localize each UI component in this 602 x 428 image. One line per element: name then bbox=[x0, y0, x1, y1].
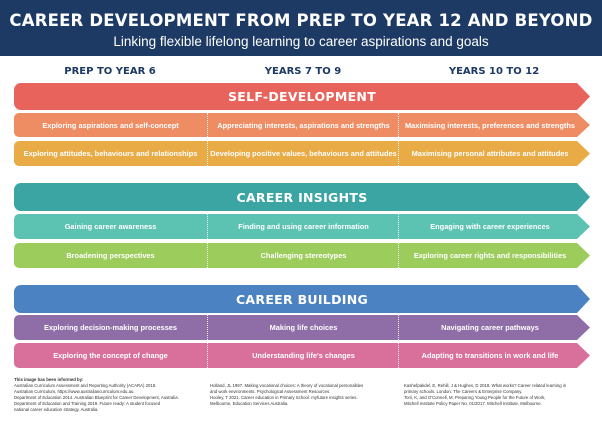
section-title: CAREER INSIGHTS bbox=[236, 189, 368, 205]
reference-line: and work environments. Psychological Assessment Resources. bbox=[210, 389, 331, 395]
row-cell: Broadening perspectives bbox=[66, 251, 155, 260]
row-cell: Exploring aspirations and self-concept bbox=[42, 120, 179, 130]
row-cell: Exploring decision-making processes bbox=[43, 323, 178, 332]
section-title: SELF-DEVELOPMENT bbox=[227, 89, 377, 104]
row-cell: Developing positive values, behaviours and attitudes bbox=[207, 141, 399, 166]
row-cell: Challenging stereotypes bbox=[207, 243, 399, 268]
section-title: CAREER BUILDING bbox=[235, 291, 369, 307]
career-insights-row-1 bbox=[14, 214, 590, 239]
career-insights-arrow bbox=[14, 183, 590, 211]
reference-line: Mitchell Institute Policy Paper No. 01/2017. Mitchell Institute, Melbourne. bbox=[404, 401, 542, 407]
references-column-1 bbox=[14, 377, 204, 414]
row-cell: Exploring attitudes, behaviours and relationships bbox=[23, 149, 198, 158]
row-cell: Maximising personal attributes and attitudes bbox=[398, 141, 581, 166]
career-building-arrow bbox=[14, 285, 590, 313]
references-column-3 bbox=[404, 383, 594, 407]
row-cell: Understanding life's changes bbox=[207, 343, 399, 368]
reference-line: Department of Education and Training 2019. Future ready: A student focused bbox=[14, 401, 161, 407]
row-cell: Exploring career rights and responsibilities bbox=[398, 243, 581, 268]
row-cell: Finding and using career information bbox=[207, 214, 399, 239]
reference-line: Australian Curriculum Assessment and Reporting Authority (ACARA) 2018. bbox=[14, 383, 157, 389]
reference-line: Kashefpakdel, E, Rehill, J & Hughes, D 2018. What works? Career related learning in bbox=[404, 383, 567, 388]
reference-line: Hooley, T 2021. Career education in Primary School. myfuture insights series. bbox=[210, 395, 358, 401]
reference-line: Australian Curriculum, https://www.australiancurriculum.edu.au. bbox=[14, 389, 135, 395]
row-cell: Making life choices bbox=[207, 315, 399, 340]
column-heading-prep-to-year-6: PREP TO YEAR 6 bbox=[64, 66, 156, 77]
row-cell: Adapting to transitions in work and life bbox=[398, 343, 581, 368]
column-heading-years-7-to-9: YEARS 7 TO 9 bbox=[264, 66, 342, 77]
reference-line: Holland, JL 1997. Making vocational choices: A theory of vocational personalities bbox=[210, 383, 364, 388]
reference-line: Melbourne, Education Services Australia. bbox=[210, 401, 289, 407]
self-development-row-2 bbox=[14, 141, 590, 166]
reference-line: national career education strategy, Australia. bbox=[14, 407, 99, 413]
row-cell: Exploring the concept of change bbox=[53, 351, 168, 360]
row-cell: Gaining career awareness bbox=[64, 222, 157, 231]
self-development-row-1 bbox=[14, 113, 590, 137]
row-cell: Navigating career pathways bbox=[398, 315, 581, 340]
career-building-row-2 bbox=[14, 343, 590, 368]
self-development-arrow bbox=[14, 83, 590, 110]
reference-line: Torii, K, and O'Connell, M. Preparing Young People for the Future of Work, bbox=[404, 395, 546, 401]
career-building-row-1 bbox=[14, 315, 590, 340]
reference-line: primary schools. London: The Careers & Enterprise Company. bbox=[404, 389, 523, 395]
column-heading-years-10-to-12: YEARS 10 TO 12 bbox=[448, 66, 540, 77]
row-cell: Engaging with career experiences bbox=[398, 214, 581, 239]
page-title: CAREER DEVELOPMENT FROM PREP TO YEAR 12 AND BEYOND bbox=[9, 11, 593, 30]
career-insights-row-2 bbox=[14, 243, 590, 268]
row-cell: Maximising interests, preferences and strengths bbox=[398, 113, 581, 137]
reference-line: Department of Education 2014. Australian Blueprint for Career Development, Australia. bbox=[14, 395, 179, 401]
references-intro: This image has been informed by: bbox=[14, 377, 84, 382]
row-cell: Appreciating interests, aspirations and strengths bbox=[207, 113, 399, 137]
page-subtitle: Linking flexible lifelong learning to career aspirations and goals bbox=[113, 34, 489, 49]
references-column-2 bbox=[210, 383, 395, 407]
